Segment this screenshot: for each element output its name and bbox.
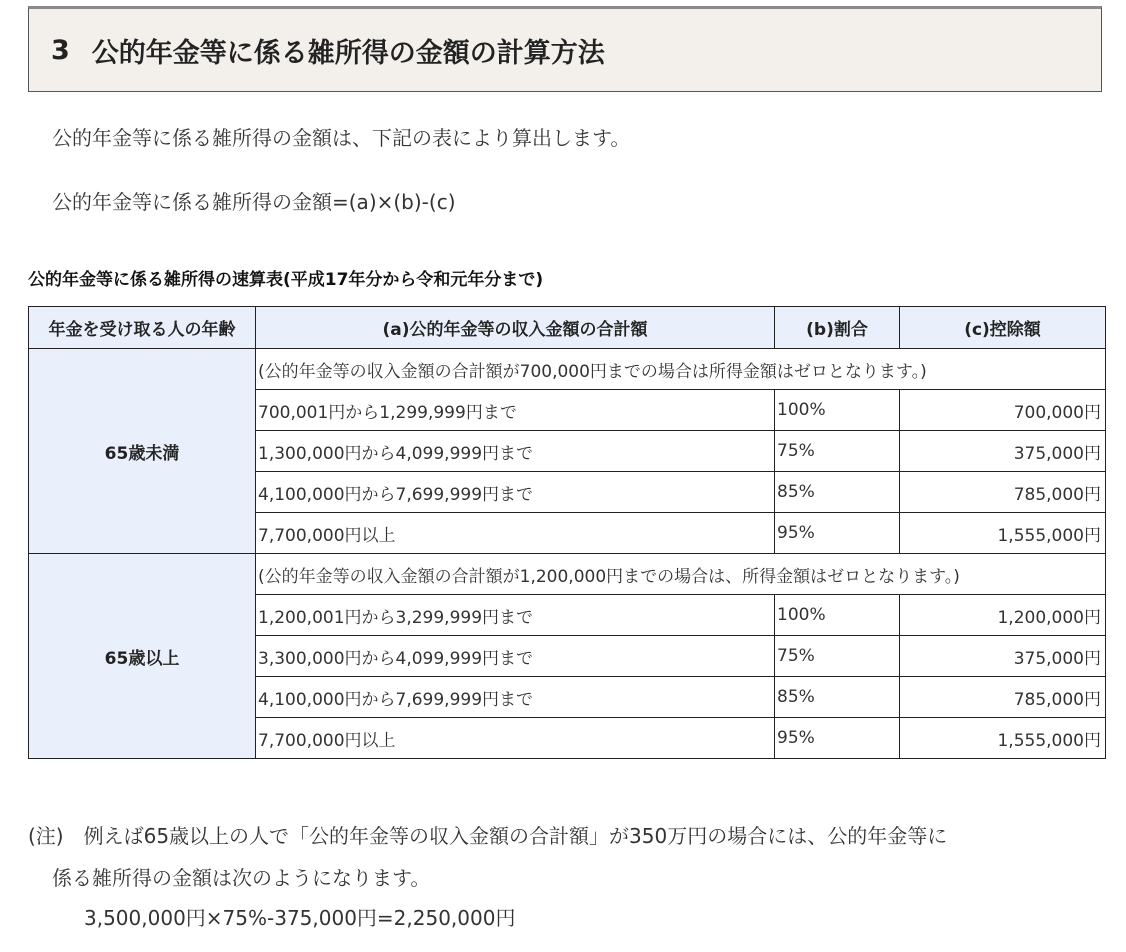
deduction-cell: 375,000円 bbox=[900, 431, 1106, 472]
header-age: 年金を受け取る人の年齢 bbox=[29, 307, 256, 349]
rate-cell: 95% bbox=[775, 718, 900, 759]
rate-cell: 75% bbox=[775, 636, 900, 677]
deduction-cell: 1,200,000円 bbox=[900, 595, 1106, 636]
section-number: 3 bbox=[51, 34, 70, 66]
formula-text: 公的年金等に係る雑所得の金額=(a)×(b)-(c) bbox=[52, 190, 456, 214]
header-deduction: (c)控除額 bbox=[900, 307, 1106, 349]
deduction-cell: 375,000円 bbox=[900, 636, 1106, 677]
section-title: 公的年金等に係る雑所得の金額の計算方法 bbox=[91, 37, 605, 69]
group-note: (公的年金等の収入金額の合計額が1,200,000円までの場合は、所得金額はゼロとなります。) bbox=[256, 554, 1106, 595]
age-group-cell: 65歳未満 bbox=[29, 349, 256, 554]
table-caption: 公的年金等に係る雑所得の速算表(平成17年分から令和元年分まで) bbox=[28, 270, 544, 290]
income-cell: 4,100,000円から7,699,999円まで bbox=[256, 472, 775, 513]
table-header-row bbox=[29, 307, 1106, 349]
footnote-line2: 係る雑所得の金額は次のようになります。 bbox=[52, 866, 431, 890]
age-group-cell: 65歳以上 bbox=[29, 554, 256, 759]
group-note: (公的年金等の収入金額の合計額が700,000円までの場合は所得金額はゼロとなります。) bbox=[256, 349, 1106, 390]
deduction-cell: 700,000円 bbox=[900, 390, 1106, 431]
income-cell: 4,100,000円から7,699,999円まで bbox=[256, 677, 775, 718]
deduction-cell: 1,555,000円 bbox=[900, 513, 1106, 554]
table-row bbox=[29, 554, 1106, 595]
deduction-cell: 785,000円 bbox=[900, 677, 1106, 718]
rate-cell: 75% bbox=[775, 431, 900, 472]
rate-cell: 95% bbox=[775, 513, 900, 554]
footnote-calculation: 3,500,000円×75%-375,000円=2,250,000円 bbox=[84, 906, 516, 930]
table-row bbox=[29, 349, 1106, 390]
rate-table bbox=[28, 306, 1106, 759]
income-cell: 700,001円から1,299,999円まで bbox=[256, 390, 775, 431]
rate-cell: 85% bbox=[775, 472, 900, 513]
deduction-cell: 785,000円 bbox=[900, 472, 1106, 513]
intro-text: 公的年金等に係る雑所得の金額は、下記の表により算出します。 bbox=[52, 126, 631, 150]
deduction-cell: 1,555,000円 bbox=[900, 718, 1106, 759]
rate-cell: 100% bbox=[775, 595, 900, 636]
section-heading bbox=[28, 6, 1102, 92]
income-cell: 7,700,000円以上 bbox=[256, 513, 775, 554]
income-cell: 3,300,000円から4,099,999円まで bbox=[256, 636, 775, 677]
income-cell: 7,700,000円以上 bbox=[256, 718, 775, 759]
footnote-line1: (注) 例えば65歳以上の人で「公的年金等の収入金額の合計額」が350万円の場合には、公的年金等に bbox=[28, 824, 948, 848]
income-cell: 1,300,000円から4,099,999円まで bbox=[256, 431, 775, 472]
header-rate: (b)割合 bbox=[775, 307, 900, 349]
rate-cell: 85% bbox=[775, 677, 900, 718]
rate-cell: 100% bbox=[775, 390, 900, 431]
header-income: (a)公的年金等の収入金額の合計額 bbox=[256, 307, 775, 349]
income-cell: 1,200,001円から3,299,999円まで bbox=[256, 595, 775, 636]
